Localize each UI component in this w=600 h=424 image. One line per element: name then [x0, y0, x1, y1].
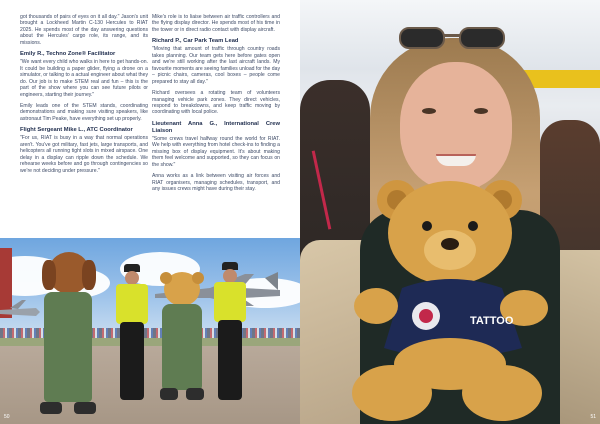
richard-quote: "Moving that amount of traffic through country roads takes planning. Our team gets here before gates open and we're still working after the last aircraft lands. My favourite moments are seeing families unload for the day – picnic chairs, cameras, cool boxes – people come prepared to stay all day.": [152, 46, 280, 85]
officer-trousers: [218, 320, 242, 400]
bear-mascot-flight-suit: [162, 304, 202, 390]
dog-mascot-ear: [42, 260, 56, 290]
officer-face: [125, 271, 139, 285]
eye: [474, 108, 488, 114]
bear-mascot: [156, 272, 206, 412]
smile: [436, 154, 476, 166]
emily-quote: "We want every child who walks in here to get hands-on. It could be building a paper glider, flying a drone on a simulator, or talking to a actual engineer about what they do. Our job is to make STEM real and fun – this is the part of the show where you can see future pilots or engineers, starting their journey.": [20, 59, 148, 98]
dog-mascot-boot: [74, 402, 96, 414]
emily-description: Emily leads one of the STEM stands, coordinating demonstrations and making sure visiting speakers, like astronaut Tim Peake, have everything set up properly.: [20, 102, 148, 122]
officer-trousers: [120, 322, 144, 400]
hi-vis-vest: [214, 282, 246, 322]
teddy-bear: [352, 178, 572, 424]
airshow-mascots-photo: [0, 238, 300, 424]
bear-mascot-ear: [192, 272, 204, 284]
hi-vis-officer: [210, 262, 250, 414]
mike-quote: "For us, RIAT is busy in a way that normal operations aren't. You've got military, fast jets, large transports, and helicopters all running tight slots in mixed airspace. One delay in a display can ripple down the schedule. We rehearse weeks before and go through contingencies so we're not deciding under pressure.": [20, 135, 148, 174]
hi-vis-officer: [112, 264, 152, 414]
bear-mascot-ear: [160, 272, 172, 284]
dog-mascot-ear: [82, 260, 96, 290]
text-column-2: [152, 14, 280, 198]
column1-intro: got thousands of pairs of eyes on it all day." Jason's unit brought a Lockheed Martin C-130 Hercules to RIAT 2025. He spends most of the day answering questions about the Hercules' cargo role, its range, and its missions.: [20, 14, 148, 46]
display-aircraft: [0, 296, 40, 326]
smiling-face: [400, 62, 512, 190]
section-heading-mike: Flight Sergeant Mike L., ATC Coordinator: [20, 127, 133, 134]
page-number-left: 50: [4, 414, 10, 420]
eye: [422, 108, 436, 114]
teddy-shirt-text: TATTOO: [470, 315, 514, 327]
anna-quote: "Some crews travel halfway round the world for RIAT. We help with everything from hotel check-ins to finding a missing box of display equipment. It's about making them feel welcome and supported, so they can focus on the show.": [152, 135, 280, 168]
bear-mascot-boot: [186, 388, 204, 400]
bear-mascot-boot: [160, 388, 178, 400]
sunglasses: [396, 24, 508, 52]
column2-intro: Mike's role is to liaise between air traffic controllers and the flying display director. He spends most of his time in the tower or in direct radio contact with display aircraft.: [152, 14, 280, 33]
page-number-right: 51: [590, 414, 596, 420]
dog-mascot-boot: [40, 402, 62, 414]
section-heading-richard: Richard P., Car Park Team Lead: [152, 38, 239, 45]
dog-mascot-flight-suit: [44, 292, 92, 402]
section-heading-anna: Lieutenant Anna G., International Crew Liaison: [152, 120, 280, 134]
anna-description: Anna works as a link between visiting air forces and RIAT organisers, managing schedules, transport, and any issues crews might have during their stay.: [152, 173, 280, 193]
hi-vis-vest: [116, 284, 148, 324]
section-heading-emily: Emily R., Techno Zone® Facilitator: [20, 51, 116, 58]
richard-description: Richard oversees a rotating team of volunteers managing vehicle park zones. They direct vehicles, respond to breakdowns, and keep traffic moving by coordinating with local police.: [152, 90, 280, 116]
officer-face: [223, 269, 237, 283]
text-column-1: [20, 14, 148, 179]
dog-mascot: [38, 252, 98, 422]
